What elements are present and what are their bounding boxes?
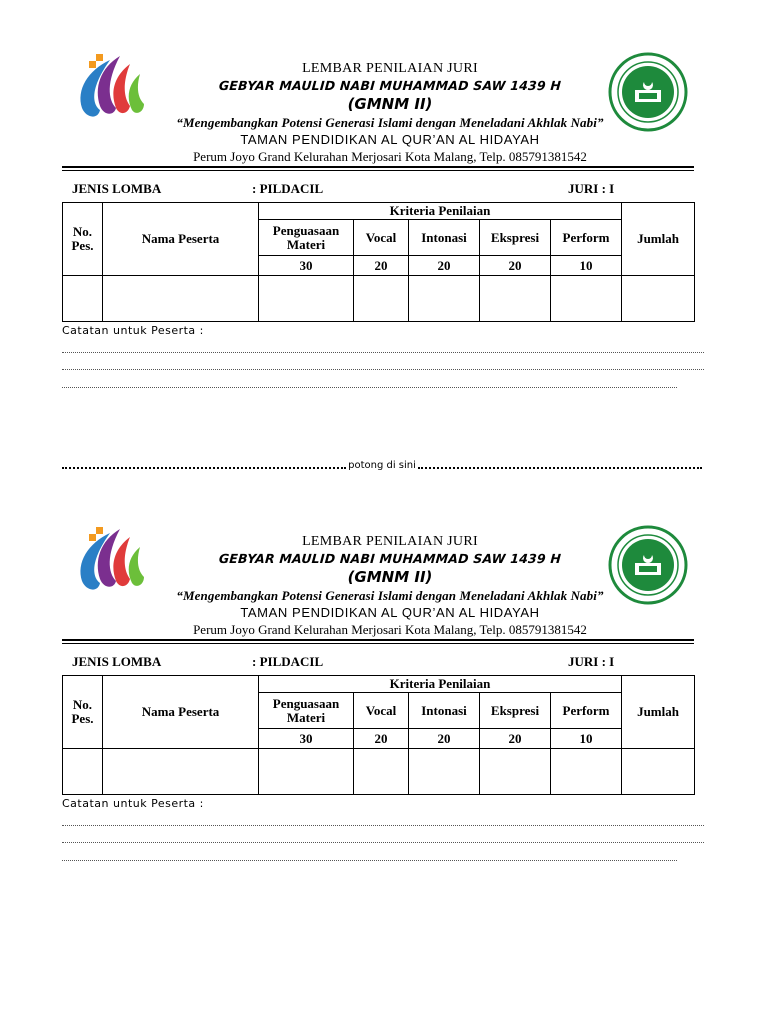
notes-line[interactable] (62, 860, 677, 861)
header-divider (62, 166, 694, 168)
cut-line-dots (62, 467, 346, 469)
header-divider (62, 639, 694, 641)
school-address: Perum Joyo Grand Kelurahan Merjosari Kota Malang, Telp. 085791381542 (193, 622, 587, 637)
criteria-label: Penguasaan Materi (259, 220, 354, 256)
competition-label: JENIS LOMBA (72, 654, 162, 669)
score-sheet-top (0, 0, 768, 470)
criteria-max-score: 20 (354, 256, 409, 276)
cut-line-dots (418, 467, 702, 469)
score-cell[interactable] (409, 749, 480, 795)
score-cell[interactable] (551, 276, 622, 322)
total-cell[interactable] (622, 749, 695, 795)
notes-line[interactable] (62, 369, 704, 370)
cut-line-text: potong di sini (348, 459, 416, 471)
score-cell[interactable] (480, 276, 551, 322)
judge-number: JURI : I (568, 181, 615, 196)
criteria-max-score: 20 (409, 729, 480, 749)
criteria-max-score: 30 (259, 256, 354, 276)
school-address: Perum Joyo Grand Kelurahan Merjosari Kota Malang, Telp. 085791381542 (193, 149, 587, 164)
col-header-name: Nama Peserta (103, 203, 259, 276)
criteria-label: Vocal (354, 693, 409, 729)
col-header-no: No. Pes. (63, 203, 103, 276)
score-sheet-bottom (0, 473, 768, 943)
entry-name-cell[interactable] (103, 749, 259, 795)
notes-label: Catatan untuk Peserta : (62, 324, 204, 337)
criteria-max-score: 20 (409, 256, 480, 276)
total-cell[interactable] (622, 276, 695, 322)
event-name: GEBYAR MAULID NABI MUHAMMAD SAW 1439 H (218, 78, 562, 93)
score-cell[interactable] (480, 749, 551, 795)
criteria-label: Perform (551, 220, 622, 256)
score-table (62, 202, 695, 322)
competition-value: : PILDACIL (252, 181, 324, 196)
criteria-max-score: 20 (480, 729, 551, 749)
notes-label: Catatan untuk Peserta : (62, 797, 204, 810)
criteria-label: Ekspresi (480, 693, 551, 729)
criteria-max-score: 20 (354, 729, 409, 749)
col-header-criteria: Kriteria Penilaian (259, 203, 622, 220)
notes-line[interactable] (62, 387, 677, 388)
score-cell[interactable] (354, 749, 409, 795)
event-name: GEBYAR MAULID NABI MUHAMMAD SAW 1439 H (218, 551, 562, 566)
score-cell[interactable] (259, 749, 354, 795)
entry-name-cell[interactable] (103, 276, 259, 322)
notes-line[interactable] (62, 352, 704, 353)
score-cell[interactable] (259, 276, 354, 322)
score-cell[interactable] (409, 276, 480, 322)
competition-label: JENIS LOMBA (72, 181, 162, 196)
competition-value: : PILDACIL (252, 654, 324, 669)
sheet-title: LEMBAR PENILAIAN JURI (302, 61, 478, 76)
motto: “Mengembangkan Potensi Generasi Islami dengan Meneladani Akhlak Nabi” (176, 588, 604, 603)
criteria-label: Ekspresi (480, 220, 551, 256)
col-header-total: Jumlah (622, 676, 695, 749)
col-header-no: No. Pes. (63, 676, 103, 749)
col-header-criteria: Kriteria Penilaian (259, 676, 622, 693)
notes-line[interactable] (62, 842, 704, 843)
criteria-max-score: 10 (551, 729, 622, 749)
col-header-total: Jumlah (622, 203, 695, 276)
criteria-max-score: 10 (551, 256, 622, 276)
criteria-max-score: 20 (480, 256, 551, 276)
score-cell[interactable] (551, 749, 622, 795)
cut-line (62, 458, 702, 472)
header-divider-thin (62, 643, 694, 644)
criteria-label: Intonasi (409, 693, 480, 729)
criteria-label: Intonasi (409, 220, 480, 256)
entry-no-cell[interactable] (63, 276, 103, 322)
notes-line[interactable] (62, 825, 704, 826)
col-header-name: Nama Peserta (103, 676, 259, 749)
criteria-label: Penguasaan Materi (259, 693, 354, 729)
sheet-title: LEMBAR PENILAIAN JURI (302, 534, 478, 549)
criteria-label: Vocal (354, 220, 409, 256)
score-cell[interactable] (354, 276, 409, 322)
criteria-label: Perform (551, 693, 622, 729)
entry-no-cell[interactable] (63, 749, 103, 795)
score-table (62, 675, 695, 795)
event-code: (GMNM II) (347, 568, 433, 586)
header-divider-thin (62, 170, 694, 171)
criteria-max-score: 30 (259, 729, 354, 749)
motto: “Mengembangkan Potensi Generasi Islami dengan Meneladani Akhlak Nabi” (176, 115, 604, 130)
judge-number: JURI : I (568, 654, 615, 669)
event-code: (GMNM II) (347, 95, 433, 113)
school-name: TAMAN PENDIDIKAN AL QUR’AN AL HIDAYAH (240, 605, 540, 620)
school-name: TAMAN PENDIDIKAN AL QUR’AN AL HIDAYAH (240, 132, 540, 147)
